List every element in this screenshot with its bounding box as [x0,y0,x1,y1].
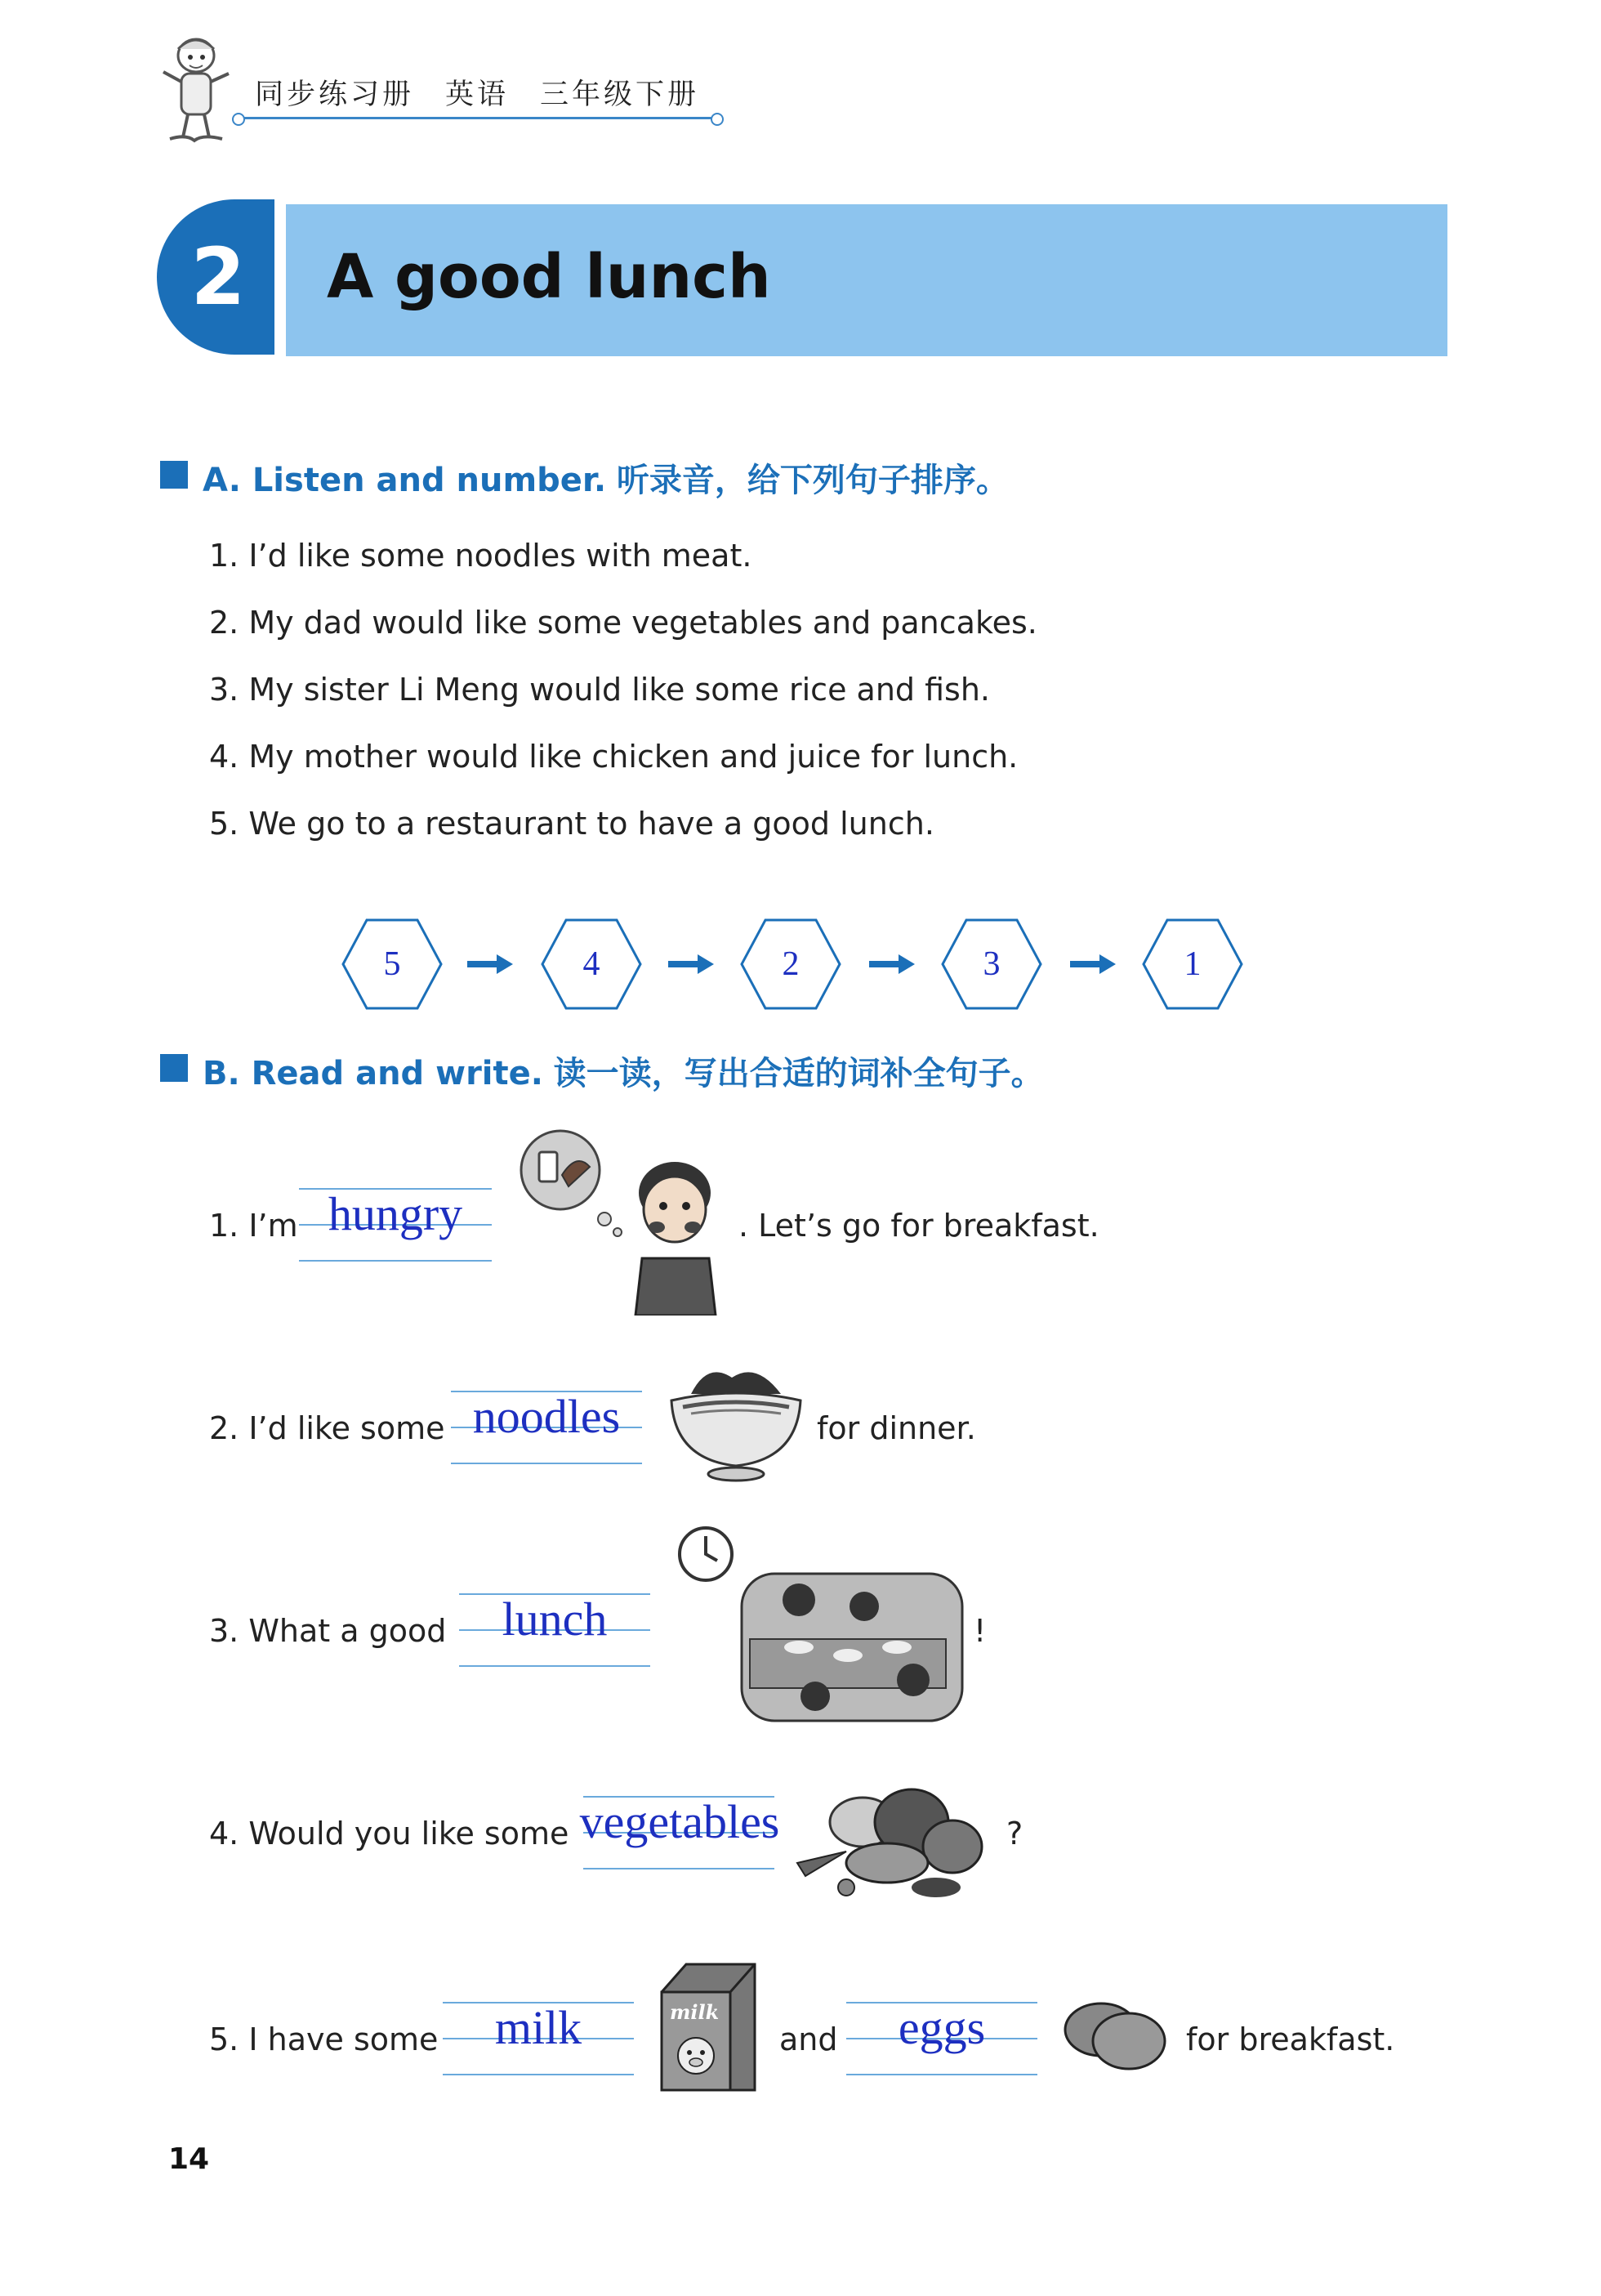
item-3-answer: lunch [502,1592,608,1646]
item-4-suffix: ? [1006,1816,1023,1852]
arrow-right-icon [869,953,915,976]
sentence-2: 2. My dad would like some vegetables and pancakes. [209,605,1037,641]
section-a-marker [160,461,188,489]
eggs-icon [1060,1994,1168,2075]
item-2-prefix: 2. I’d like some [209,1410,445,1446]
unit-banner-gap [274,199,286,355]
order-answer-3[interactable]: 2 [782,945,800,983]
section-b-heading-en: B. Read and write. [203,1055,543,1092]
header-subject: 英语 [445,78,510,111]
item-4-answer: vegetables [579,1795,780,1848]
hungry-boy-icon [520,1128,732,1316]
item-1-suffix: . Let’s go for breakfast. [738,1208,1099,1244]
vegetables-icon [789,1773,993,1904]
sentence-3: 3. My sister Li Meng would like some rice and fish. [209,672,990,708]
section-b-heading [203,1047,1044,1094]
item-5-suffix: for breakfast. [1186,2021,1395,2057]
arrow-right-icon [668,953,714,976]
item-5-prefix: 5. I have some [209,2021,439,2057]
item-1-prefix: 1. I’m [209,1208,298,1244]
item-5-answer-1: milk [494,2001,582,2054]
item-2-suffix: for dinner. [817,1410,976,1446]
unit-number: 2 [190,231,246,323]
header-grade: 三年级下册 [540,78,700,111]
arrow-right-icon [1070,953,1116,976]
order-answer-1[interactable]: 5 [383,945,401,983]
item-4-prefix: 4. Would you like some [209,1816,569,1852]
header-rule [237,117,719,119]
noodle-bowl-icon [667,1361,805,1484]
section-a-heading-zh: 听录音，给下列句子排序。 [616,461,1009,499]
item-1-answer: hungry [328,1187,463,1240]
unit-title: A good lunch [327,242,771,312]
arrow-right-icon [467,953,513,976]
order-answer-2[interactable]: 4 [582,945,600,983]
item-5-middle: and [779,2021,838,2057]
item-3-suffix: ! [974,1613,987,1649]
sentence-4: 4. My mother would like chicken and juice for lunch. [209,739,1019,775]
section-b-heading-zh: 读一读，写出合适的词补全句子。 [553,1054,1044,1092]
header-rule-dot-left [232,113,245,126]
item-5-answer-2: eggs [898,2001,986,2054]
section-a-heading-en: A. Listen and number. [203,462,607,499]
sentence-5: 5. We go to a restaurant to have a good lunch. [209,806,934,842]
section-a-heading [203,454,1009,501]
order-answer-4[interactable]: 3 [983,945,1001,983]
sentence-1: 1. I’d like some noodles with meat. [209,538,752,574]
item-3-prefix: 3. What a good [209,1613,447,1649]
mascot-icon [154,31,235,154]
header-text [255,72,730,113]
page-number: 14 [168,2142,210,2176]
milk-carton-icon [653,1959,763,2093]
header-book: 同步练习册 [255,78,415,111]
milk-carton-label: milk [670,2000,720,2024]
order-answer-5[interactable]: 1 [1184,945,1202,983]
section-b-marker [160,1054,188,1082]
header-rule-dot-right [711,113,724,126]
item-2-answer: noodles [472,1390,621,1443]
family-lunch-icon [676,1525,974,1724]
